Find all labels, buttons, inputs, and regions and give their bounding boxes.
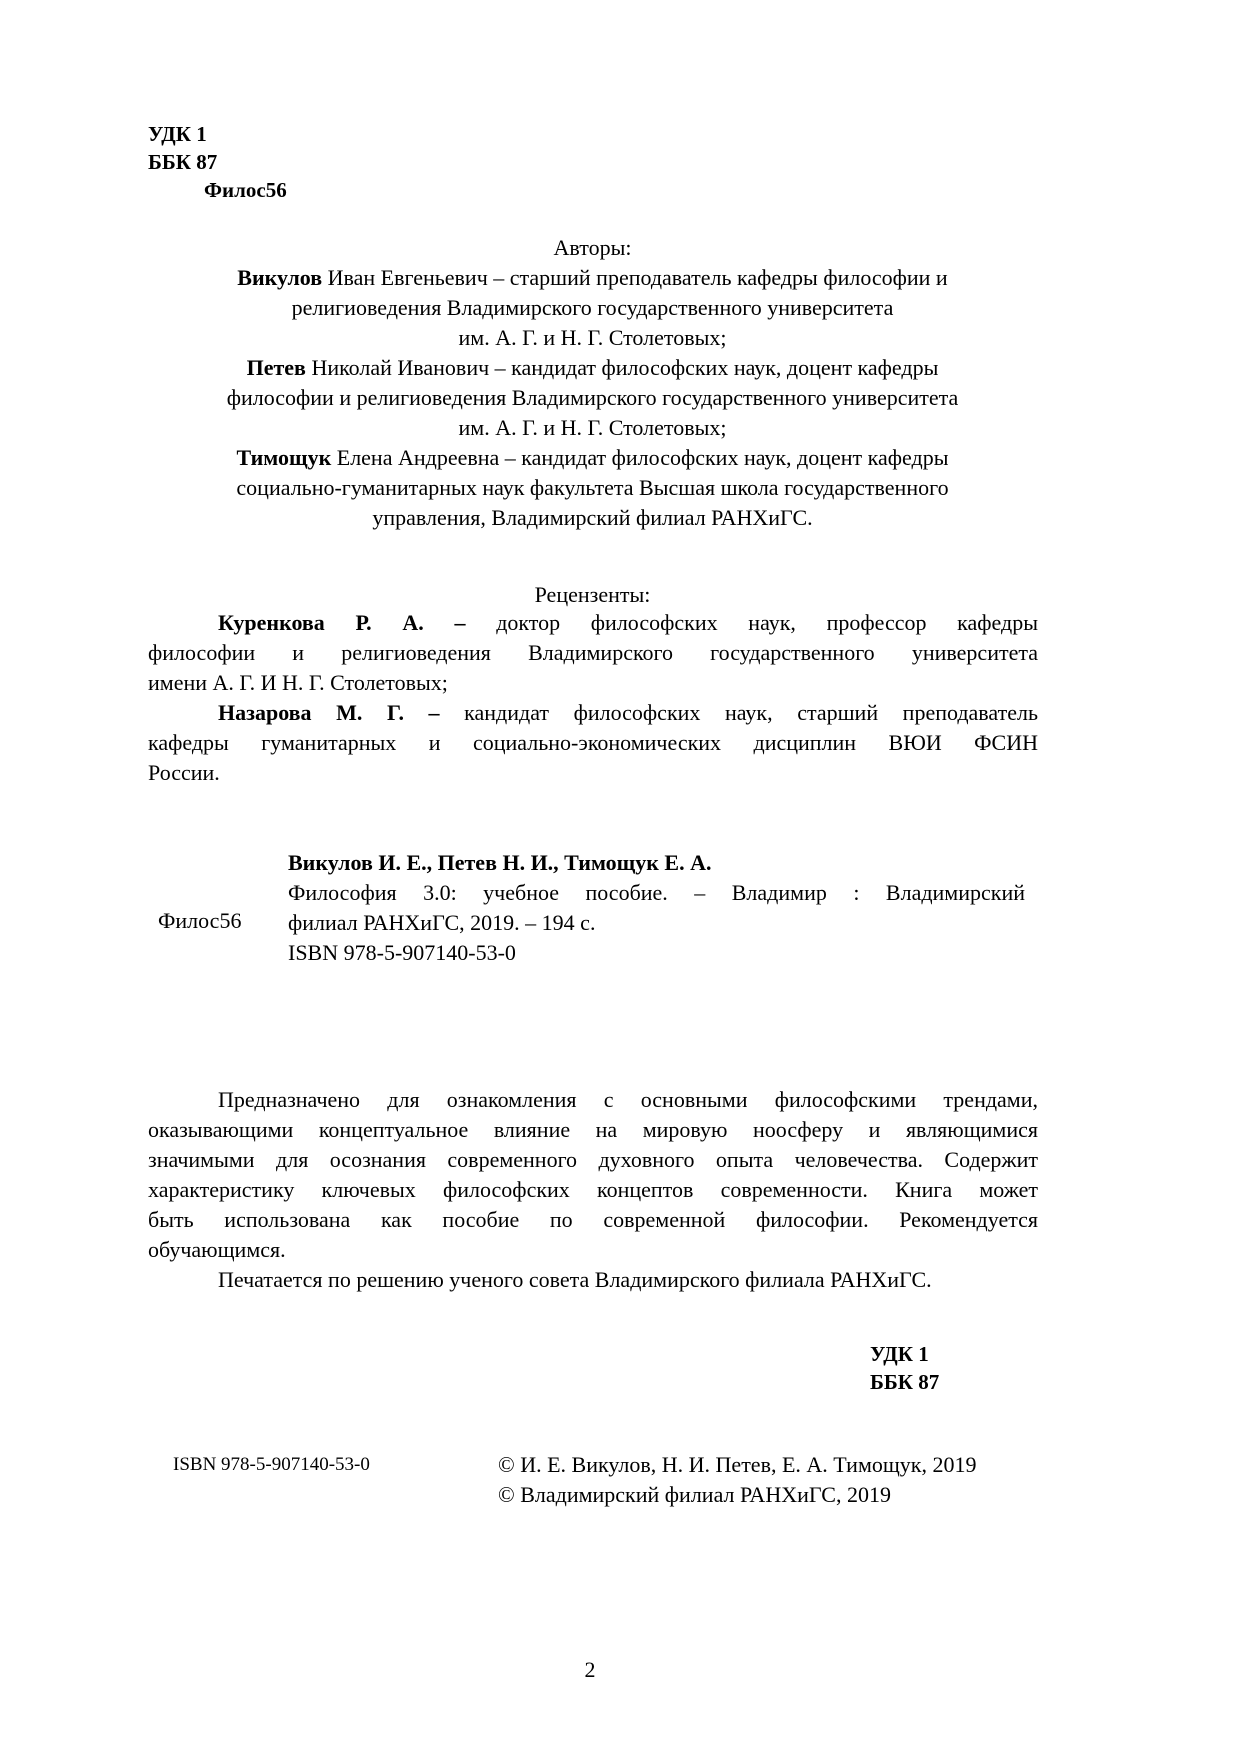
reviewer-entry — [148, 608, 1038, 638]
bibliography-line: Философия 3.0: учебное пособие. – Владимир : Владимирский — [288, 880, 1025, 905]
author-line: Николай Иванович – кандидат философских наук, доцент кафедры — [311, 355, 939, 380]
reviewer-line: России. — [148, 760, 220, 785]
annotation-line: значимыми для осознания современного духовного опыта человечества. Содержит — [148, 1147, 1038, 1172]
reviewer-entry — [148, 698, 1038, 728]
bibliography-authors: Викулов И. Е., Петев Н. И., Тимощук Е. А. — [288, 850, 712, 875]
reviewers-section — [148, 608, 1038, 788]
author-entry — [140, 353, 1045, 443]
copyright-line: © И. Е. Викулов, Н. И. Петев, Е. А. Тимощук, 2019 — [498, 1452, 977, 1477]
copyright-block — [498, 1450, 977, 1510]
bibliography-block — [288, 848, 1025, 968]
reviewer-line: кандидат философских наук, старший преподаватель — [464, 700, 1038, 725]
authors-heading: Авторы: — [553, 235, 632, 260]
reviewers-heading: Рецензенты: — [534, 582, 651, 607]
author-line: философии и религиоведения Владимирского государственного университета — [226, 385, 959, 410]
isbn-number: ISBN 978-5-907140-53-0 — [173, 1454, 370, 1475]
annotation-paragraph — [148, 1085, 1038, 1295]
authors-section — [140, 233, 1045, 533]
reviewer-line: философии и религиоведения Владимирского государственного университета — [148, 640, 1038, 665]
author-line: социально-гуманитарных наук факультета Высшая школа государственного — [236, 475, 949, 500]
page-number: 2 — [584, 1657, 596, 1682]
reviewer-line: кафедры гуманитарных и социально-экономических дисциплин ВЮИ ФСИН — [148, 730, 1038, 755]
bibliography-line: филиал РАНХиГС, 2019. – 194 с. — [288, 910, 596, 935]
reviewer-line: имени А. Г. И Н. Г. Столетовых; — [148, 670, 448, 695]
annotation-line: характеристику ключевых философских концептов современности. Книга может — [148, 1177, 1038, 1202]
footer-udk-code: УДК 1 — [870, 1342, 929, 1366]
copyright-line: © Владимирский филиал РАНХиГС, 2019 — [498, 1482, 891, 1507]
bbk-code: ББК 87 — [148, 150, 218, 174]
author-line: Иван Евгеньевич – старший преподаватель кафедры философии и — [327, 265, 948, 290]
reviewer-name: Назарова М. Г. – — [218, 700, 440, 725]
annotation-line: обучающимся. — [148, 1237, 286, 1262]
author-line: религиоведения Владимирского государственного университета — [291, 295, 894, 320]
print-note: Печатается по решению ученого совета Владимирского филиала РАНХиГС. — [218, 1267, 932, 1292]
annotation-line: Предназначено для ознакомления с основными философскими трендами, — [218, 1087, 1038, 1112]
annotation-line: оказывающими концептуальное влияние на мировую ноосферу и являющимися — [148, 1117, 1038, 1142]
author-line: им. А. Г. и Н. Г. Столетовых; — [458, 415, 727, 440]
author-surname: Тимощук — [236, 445, 332, 470]
bibliography-isbn: ISBN 978-5-907140-53-0 — [288, 940, 516, 965]
author-surname: Викулов — [237, 265, 323, 290]
author-surname: Петев — [246, 355, 306, 380]
author-line: управления, Владимирский филиал РАНХиГС. — [372, 505, 813, 530]
bibliography-mark: Филос56 — [158, 908, 242, 933]
author-mark: Филос56 — [204, 178, 287, 202]
reviewer-name: Куренкова Р. А. – — [218, 610, 466, 635]
author-entry — [140, 443, 1045, 533]
author-entry — [140, 263, 1045, 353]
author-line: Елена Андреевна – кандидат философских наук, доцент кафедры — [336, 445, 949, 470]
author-line: им. А. Г. и Н. Г. Столетовых; — [458, 325, 727, 350]
annotation-line: быть использована как пособие по современной философии. Рекомендуется — [148, 1207, 1038, 1232]
reviewer-line: доктор философских наук, профессор кафедры — [496, 610, 1039, 635]
footer-bbk-code: ББК 87 — [870, 1370, 940, 1394]
udk-code: УДК 1 — [148, 122, 207, 146]
